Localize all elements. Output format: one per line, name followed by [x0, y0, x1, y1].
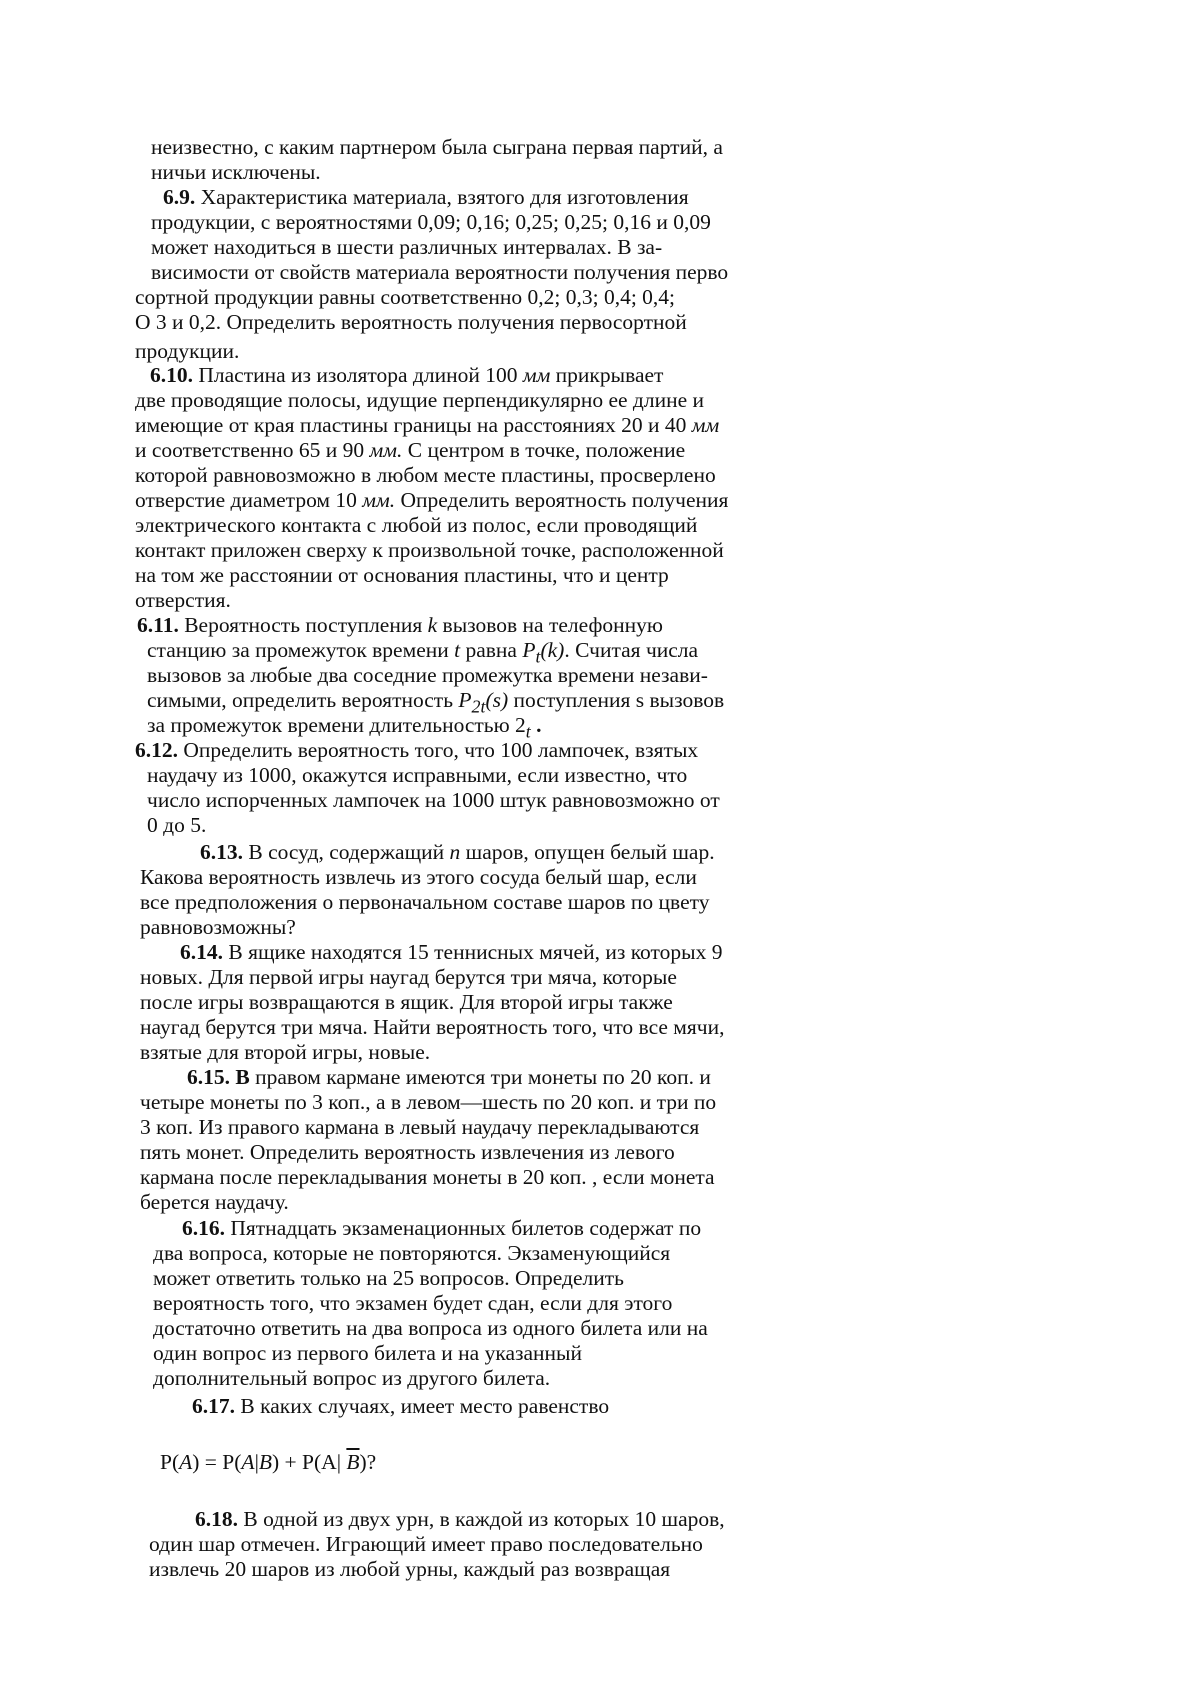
problem-number: 6.12. — [135, 738, 178, 762]
variable: A — [179, 1450, 193, 1474]
problem-number: 6.15. — [187, 1065, 230, 1089]
text-line — [135, 438, 685, 464]
unit: мм. — [362, 488, 396, 512]
text-line: О 3 и 0,2. Определить вероятность получения первосортной — [135, 310, 687, 334]
text: В одной из двух урн, в каждой из которых 10 шаров, — [243, 1507, 725, 1531]
text-line: Какова вероятность извлечь из этого сосуда белый шар, если — [140, 865, 697, 889]
text-line: два вопроса, которые не повторяются. Экзаменующийся — [153, 1241, 671, 1265]
problem-number: 6.9. — [163, 185, 196, 209]
text-line: вероятность того, что экзамен будет сдан, если для этого — [153, 1291, 673, 1315]
text-line: 3 коп. Из правого кармана в левый наудачу перекладываются — [140, 1115, 700, 1139]
text: шаров, опущен белый шар. — [460, 840, 715, 864]
variable: t — [454, 638, 461, 662]
text-line: ничьи исключены. — [151, 160, 321, 184]
formula-part: )? — [359, 1450, 377, 1474]
text-line: кармана после перекладывания монеты в 20 коп. , если монета — [140, 1165, 715, 1189]
text-line: отверстия. — [135, 588, 231, 612]
text-line: один вопрос из первого билета и на указанный — [153, 1341, 583, 1365]
formula-part: P( — [160, 1450, 180, 1474]
text-line: которой равновозможно в любом месте пластины, просверлено — [135, 463, 716, 487]
text: С центром в точке, положение — [402, 438, 686, 462]
text: вызовов на телефонную — [437, 613, 663, 637]
text-line: дополнительный вопрос из другого билета. — [153, 1366, 551, 1390]
problem-6-12-line — [135, 738, 698, 764]
unit: мм — [691, 413, 720, 437]
formula-part: ) = P( — [192, 1450, 242, 1474]
text: В каких случаях, имеет место равенство — [240, 1394, 610, 1418]
problem-number: 6.13. — [200, 840, 243, 864]
subscript: t — [535, 646, 541, 667]
text: В ящике находятся 15 теннисных мячей, из которых 9 — [228, 940, 723, 964]
variable: k — [427, 613, 438, 637]
text-line: вызовов за любые два соседние промежутка времени незави- — [147, 663, 708, 687]
text: равна — [460, 638, 523, 662]
unit: мм — [522, 363, 551, 387]
text-line: новых. Для первой игры наугад берутся три мяча, которые — [140, 965, 677, 989]
unit: мм. — [369, 438, 403, 462]
subscript: 2t — [471, 696, 486, 717]
text: . — [530, 713, 542, 737]
problem-number: 6.14. — [180, 940, 223, 964]
text-line: продукции, с вероятностями 0,09; 0,16; 0,25; 0,25; 0,16 и 0,09 — [151, 210, 711, 234]
variable: P — [458, 688, 472, 712]
text-line: сортной продукции равны соответственно 0,2; 0,3; 0,4; 0,4; — [135, 285, 676, 309]
text: . Считая числа — [564, 638, 699, 662]
text-line: наугад берутся три мяча. Найти вероятность того, что все мячи, — [140, 1015, 725, 1039]
text-line: на том же расстоянии от основания пластины, что и центр — [135, 563, 669, 587]
text-line — [135, 413, 719, 439]
text-line: взятые для второй игры, новые. — [140, 1040, 431, 1064]
text-line: контакт приложен сверху к произвольной точке, расположенной — [135, 538, 724, 562]
problem-6-9-line — [163, 185, 689, 211]
problem-6-14-line — [180, 940, 722, 966]
variable: n — [449, 840, 461, 864]
text: и соответственно 65 и 90 — [135, 438, 370, 462]
problem-6-18-line — [195, 1507, 725, 1533]
text: В — [235, 1065, 250, 1089]
text-line: две проводящие полосы, идущие перпендикулярно ее длине и — [135, 388, 705, 412]
text: Определить вероятность того, что 100 лампочек, взятых — [183, 738, 699, 762]
text-line: равновозможны? — [140, 915, 296, 939]
text-line: берется наудачу. — [140, 1190, 289, 1214]
text-line — [135, 488, 728, 514]
text-line: пять монет. Определить вероятность извлечения из левого — [140, 1140, 675, 1164]
text-line: после игры возвращаются в ящик. Для второй игры также — [140, 990, 673, 1014]
text-line: все предположения о первоначальном составе шаров по цвету — [140, 890, 710, 914]
text-line: наудачу из 1000, окажутся исправными, если известно, что — [147, 763, 688, 787]
problem-6-11-line — [137, 613, 663, 639]
formula-part: ) + P(A| — [272, 1450, 347, 1474]
text: Пластина из изолятора длиной 100 — [198, 363, 523, 387]
text: симыми, определить вероятность — [147, 688, 459, 712]
formula: P(A) = P(A|B) + P(A| $\overline{B}$)? — [160, 1450, 377, 1474]
text-line: число испорченных лампочек на 1000 штук равновозможно от — [147, 788, 720, 812]
text-line: неизвестно, с каким партнером была сыграна первая партий, а — [151, 135, 723, 159]
text: правом кармане имеются три монеты по 20 коп. и — [255, 1065, 711, 1089]
text-line: может ответить только на 25 вопросов. Определить — [153, 1266, 624, 1290]
subscript: t — [525, 721, 531, 742]
text: Пятнадцать экзаменационных билетов содержат по — [230, 1216, 702, 1240]
text-line: 0 до 5. — [147, 813, 207, 837]
text: Определить вероятность получения — [395, 488, 729, 512]
text-line: четыре монеты по 3 коп., а в левом—шесть по 20 коп. и три по — [140, 1090, 717, 1114]
text: отверстие диаметром 10 — [135, 488, 363, 512]
problem-6-13-line — [200, 840, 715, 866]
text-line: извлечь 20 шаров из любой урны, каждый раз возвращая — [149, 1557, 671, 1581]
variable: P — [522, 638, 536, 662]
problem-number: 6.16. — [182, 1216, 225, 1240]
problem-6-10-line — [150, 363, 663, 389]
text: имеющие от края пластины границы на расстояниях 20 и 40 — [135, 413, 692, 437]
problem-6-16-line — [182, 1216, 701, 1242]
text: поступления s вызовов — [508, 688, 725, 712]
text-line: достаточно ответить на два вопроса из одного билета или на — [153, 1316, 708, 1340]
problem-6-15-line — [187, 1065, 711, 1091]
text-line: висимости от свойств материала вероятности получения перво — [151, 260, 729, 284]
variable: B — [258, 1450, 273, 1474]
text: В сосуд, содержащий — [248, 840, 450, 864]
problem-number: 6.17. — [192, 1394, 235, 1418]
text: прикрывает — [550, 363, 664, 387]
problem-number: 6.11. — [137, 613, 179, 637]
text-line: продукции. — [135, 339, 240, 363]
problem-number: 6.18. — [195, 1507, 238, 1531]
variable-b-complement: $\overline{B}$ — [346, 1450, 360, 1474]
variable: A — [241, 1450, 255, 1474]
problem-6-17-line — [192, 1394, 609, 1420]
text-line: электрического контакта с любой из полос, если проводящий — [135, 513, 698, 537]
text: Вероятность поступления — [184, 613, 428, 637]
text: Характеристика материала, взятого для изготовления — [200, 185, 689, 209]
text: за промежуток времени длительностью 2 — [147, 713, 526, 737]
variable: (s) — [485, 688, 509, 712]
text-line: один шар отмечен. Играющий имеет право последовательно — [149, 1532, 703, 1556]
text-line: может находиться в шести различных интервалах. В за- — [151, 235, 663, 259]
variable: (k) — [540, 638, 565, 662]
problem-number: 6.10. — [150, 363, 193, 387]
text: станцию за промежуток времени — [147, 638, 455, 662]
